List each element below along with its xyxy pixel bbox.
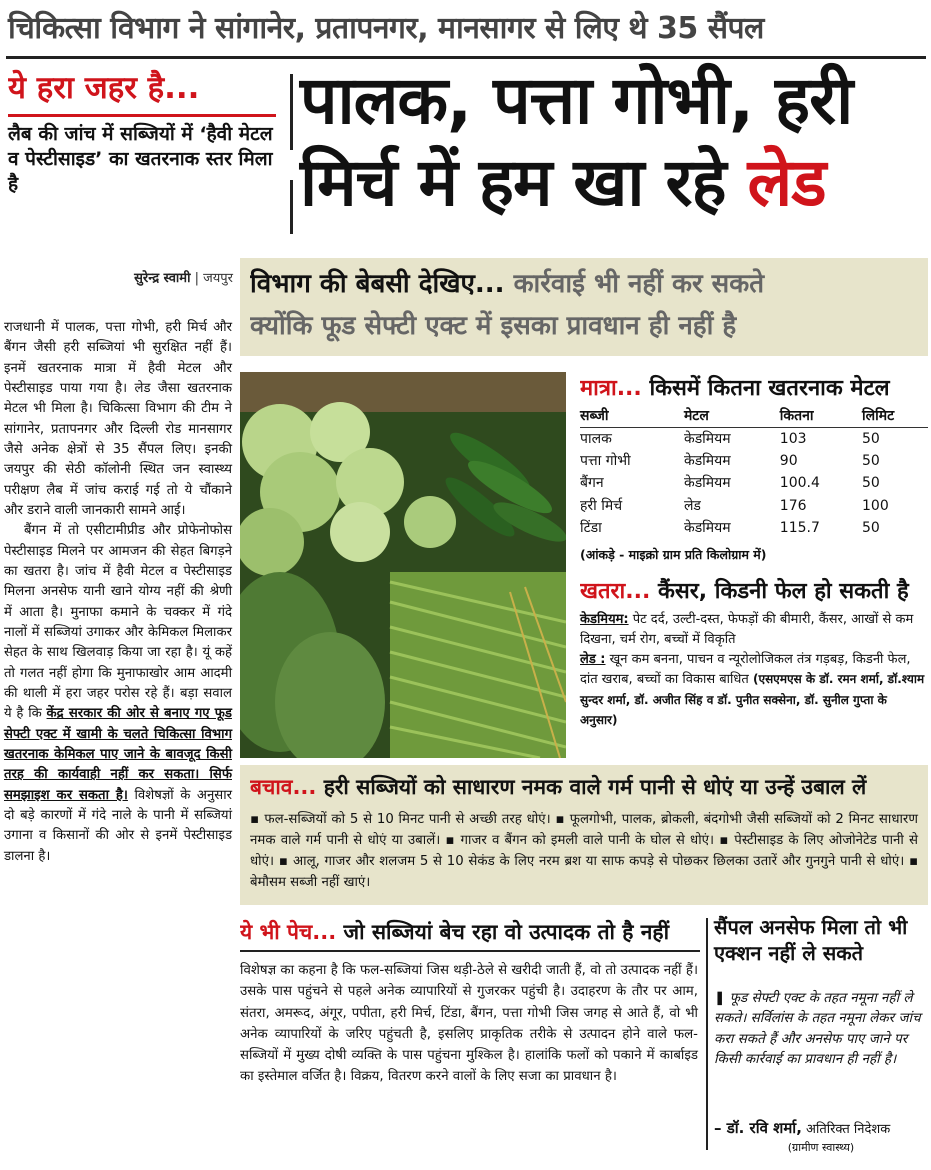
body-paragraph-2-text: बैंगन में तो एसीटामीप्रीड और प्रोफेनोफोस पेस्टीसाइड मिलने पर आमजन की सेहत बिगड़ने का खतरा है। जांच में हैवी मेटल व पेस्टीसाइड मिलना अनसेफ यानी खाने योग्य नहीं की श्रेणी में आता है। मुनाफा कमाने के चक्कर में गंदे नालों में सब्जियां उगाकर और केमिकल मिलाकर सेहत के साथ खिलवाड़ किया जा रहा है। यूं कहें तो गलत नहीं होगा कि मुनाफाखोर आम आदमी की थाली में हरा जहर परोस रहे हैं। बड़ा सवाल ये है कि (4, 523, 232, 722)
table-row (580, 428, 928, 451)
table-cell: पत्ता गोभी (580, 453, 631, 470)
body-column (4, 318, 232, 867)
table-cell: 103 (779, 431, 807, 447)
byline-author: सुरेन्द्र स्वामी (134, 271, 191, 286)
kicker-underline (8, 114, 276, 117)
prevention-text: ▪ फल-सब्जियों को 5 से 10 मिनट पानी से अच्छी तरह धोएं। ▪ फूलगोभी, पालक, ब्रोकली, बंदगोभी जैसी सब्जियों को 2 मिनट साधारण नमक वाले गर्म पानी से धोएं या उबालें। ▪ गाजर व बैंगन को इमली वाले पानी के घोल से धोएं। ▪ पेस्टीसाइड के लिए ओजोनेटेड पानी से धोएं। ▪ आलू, गाजर और शलजम 5 से 10 सेकंड के लिए नरम ब्रश या साफ कपड़े से पोछकर छिलका उतारें और गुनगुने पानी से धोएं। ▪ बेमौसम सब्जी नहीं खाएं। (250, 812, 918, 890)
table-cell: केडमियम (683, 453, 731, 470)
table-cell: टिंडा (580, 519, 602, 536)
quote-divider (706, 918, 708, 1150)
prevention-title: हरी सब्जियों को साधारण नमक वाले गर्म पानी से धोएं या उन्हें उबाल लें (323, 775, 867, 799)
risk-title: कैंसर, किडनी फेल हो सकती है (657, 579, 909, 604)
table-row (580, 472, 928, 494)
quote-author (714, 1118, 928, 1138)
vegetables-photo (240, 372, 566, 758)
table-cell: 100 (862, 497, 889, 514)
lead-label: लेड : (580, 652, 606, 668)
body-paragraph-2 (4, 521, 232, 867)
headline (300, 60, 928, 224)
banner-line-2: क्योंकि फूड सेफ्टी एक्ट में इसका प्रावधान ही नहीं है (250, 311, 737, 341)
table-header: लिमिट (862, 404, 928, 428)
table-cell: 50 (862, 519, 880, 536)
metals-note: (आंकड़े - माइक्रो ग्राम प्रति किलोग्राम में) (580, 547, 767, 562)
table-header: सब्जी (580, 404, 684, 428)
table-header: मेटल (684, 404, 780, 428)
quote-body: फूड सेफ्टी एक्ट के तहत नमूना नहीं ले सकते। सर्विलांस के तहत नमूना लेकर जांच करा सकते हैं और अनसेफ पाए जाने पर किसी कार्रवाई का प्रावधान ही नहीं है। (714, 990, 921, 1067)
table-cell: पालक (580, 431, 612, 447)
cadmium-label: केडमियम: (580, 612, 629, 627)
body-paragraph-1: राजधानी में पालक, पत्ता गोभी, हरी मिर्च और बैंगन जैसी हरी सब्जियां भी सुरक्षित नहीं हैं। इनमें खतरनाक मात्रा में हैवी मेटल और पेस्टीसाइड पाया गया है। लेड जैसा खतरनाक मेटल भी मिला है। चिकित्सा विभाग की टीम ने सांगानेर, प्रतापनगर और दिल्ली रोड मानसागर जैसे अनेक क्षेत्रों से 35 सैंपल लिए। इनकी जयपुर की सेठी कॉलोनी स्थित जन स्वास्थ्य परीक्षण लैब में जांच कराई गई तो ये चौंकाने और डराने वाली जानकारी सामने आई। (4, 320, 232, 518)
prevention-kicker: बचाव... (250, 775, 317, 799)
headline-text: पालक, पत्ता गोभी, हरी मिर्च में हम खा रहे (300, 62, 853, 221)
risk-source: (एसएमएस के डॉ. रमन शर्मा, डॉ.श्याम सुन्दर शर्मा, डॉ. अजीत सिंह व डॉ. पुनीत सक्सेना, डॉ. सुनील गुप्ता के अनुसार) (580, 672, 925, 727)
metals-heading (580, 372, 928, 402)
intro-deck: लैब की जांच में सब्जियों में ‘हैवी मेटल व पेस्टीसाइड’ का खतरनाक स्तर मिला है (8, 123, 273, 196)
lead-text: खून कम बनना, पाचन व न्यूरोलोजिकल तंत्र गड़बड़, किडनी फेल, दांत खराब, बच्चों का विकास बाधित (580, 652, 911, 688)
table-cell: केडमियम (683, 519, 731, 536)
top-rule (6, 56, 926, 59)
headline-red-word: लेड (747, 143, 826, 221)
twist-kicker: ये भी पेच... (240, 920, 337, 944)
table-row (580, 517, 928, 539)
table-cell: केडमियम (683, 475, 731, 492)
table-cell: 50 (862, 453, 880, 470)
twist-title: जो सब्जियां बेच रहा वो उत्पादक तो है नहीं (343, 920, 670, 944)
quote-org: (ग्रामीण स्वास्थ्य) (787, 1141, 855, 1154)
top-strap: चिकित्सा विभाग ने सांगानेर, प्रतापनगर, मानसागर से लिए थे 35 सैंपल (8, 11, 764, 46)
table-cell: 115.7 (779, 519, 820, 536)
helplessness-banner (240, 258, 928, 356)
banner-lead-grey: कार्रवाई भी नहीं कर सकते (513, 269, 765, 299)
quote-author-name: – डॉ. रवि शर्मा, (714, 1119, 802, 1137)
prevention-box (240, 765, 928, 905)
table-row (580, 495, 928, 517)
body-emphasis: केंद्र सरकार की ओर से बनाए गए फूड सेफ्टी एक्ट में खामी के चलते चिकित्सा विभाग खतरनाक केमिकल पाए जाने के बावजूद किसी तरह की कार्यवाही नहीं कर सकता। सिर्फ समझाइश कर सकता है। (4, 706, 232, 803)
quote-text (714, 988, 928, 1069)
table-cell: 100.4 (779, 475, 820, 492)
table-header-row (580, 404, 928, 428)
table-header: कितना (780, 404, 862, 428)
table-cell: हरी मिर्च (580, 497, 623, 514)
risk-kicker: खतरा... (580, 579, 651, 604)
quote-mark-icon: ❚ (714, 990, 726, 1006)
risk-text (580, 610, 928, 731)
risk-heading (580, 575, 928, 605)
cadmium-text: पेट दर्द, उल्टी-दस्त, फेफड़ों की बीमारी, कैंसर, आखों से कम दिखना, चर्म रोग, बच्चों में विकृति (580, 612, 914, 648)
table-cell: 50 (862, 431, 880, 447)
metals-title: किसमें कितना खतरनाक मेटल (649, 376, 890, 401)
twist-heading (240, 918, 700, 946)
metals-table (580, 404, 928, 539)
prevention-heading (250, 773, 918, 801)
kicker: ये हरा जहर है... (8, 70, 200, 106)
table-cell: 176 (779, 497, 807, 514)
metals-kicker: मात्रा... (580, 376, 642, 401)
banner-lead: विभाग की बेबसी देखिए... (250, 269, 505, 299)
byline-place: जयपुर (203, 271, 233, 286)
body-paragraph-2-end: विशेषज्ञों के अनुसार दो बड़े कारणों में गंदे नाले के पानी में सब्जियां उगाना व किसानों की ओर से इनमें पेस्टीसाइड डालना है। (4, 787, 233, 864)
headline-divider-notch (286, 150, 296, 180)
table-cell: लेड (683, 497, 701, 514)
table-cell: 50 (862, 475, 880, 492)
table-row (580, 450, 928, 472)
twist-text: विशेषज्ञ का कहना है कि फल-सब्जियां जिस थड़ी-ठेले से खरीदी जाती हैं, वो तो उत्पादक नहीं हैं। उसके पास पहुंचने से पहले अनेक व्यापारियों से गुजरकर पहुंची है। उदाहरण के तौर पर आम, संतरा, अमरूद, अंगूर, पपीता, हरी मिर्च, टिंडा, बैंगन, पत्ता गोभी जिस जगह से आते हैं, वो भी अनेक व्यापारियों के जरिए पहुंचती है, इसलिए प्राकृतिक तरीके से उत्पादन होने वाले फल-सब्जियों में मुख्य दोषी व्यक्ति के पास पहुंचना मुश्किल है। हालांकि फलों को पकाने में कार्बाइड का इस्तेमाल वर्जित है। विक्रय, वितरण करने वालों के लिए सजा का प्रावधान है। (240, 963, 698, 1085)
banner-line-1 (250, 264, 918, 300)
table-cell: 90 (779, 453, 798, 470)
byline: सुरेन्द्र स्वामी | जयपुर (134, 271, 233, 286)
table-cell: केडमियम (683, 431, 731, 447)
quote-author-designation: अतिरिक्त निदेशक (806, 1122, 891, 1137)
quote-heading: सैंपल अनसेफ मिला तो भी एक्शन नहीं ले सकते (714, 915, 908, 965)
twist-rule (240, 950, 700, 952)
table-cell: बैंगन (580, 475, 604, 492)
